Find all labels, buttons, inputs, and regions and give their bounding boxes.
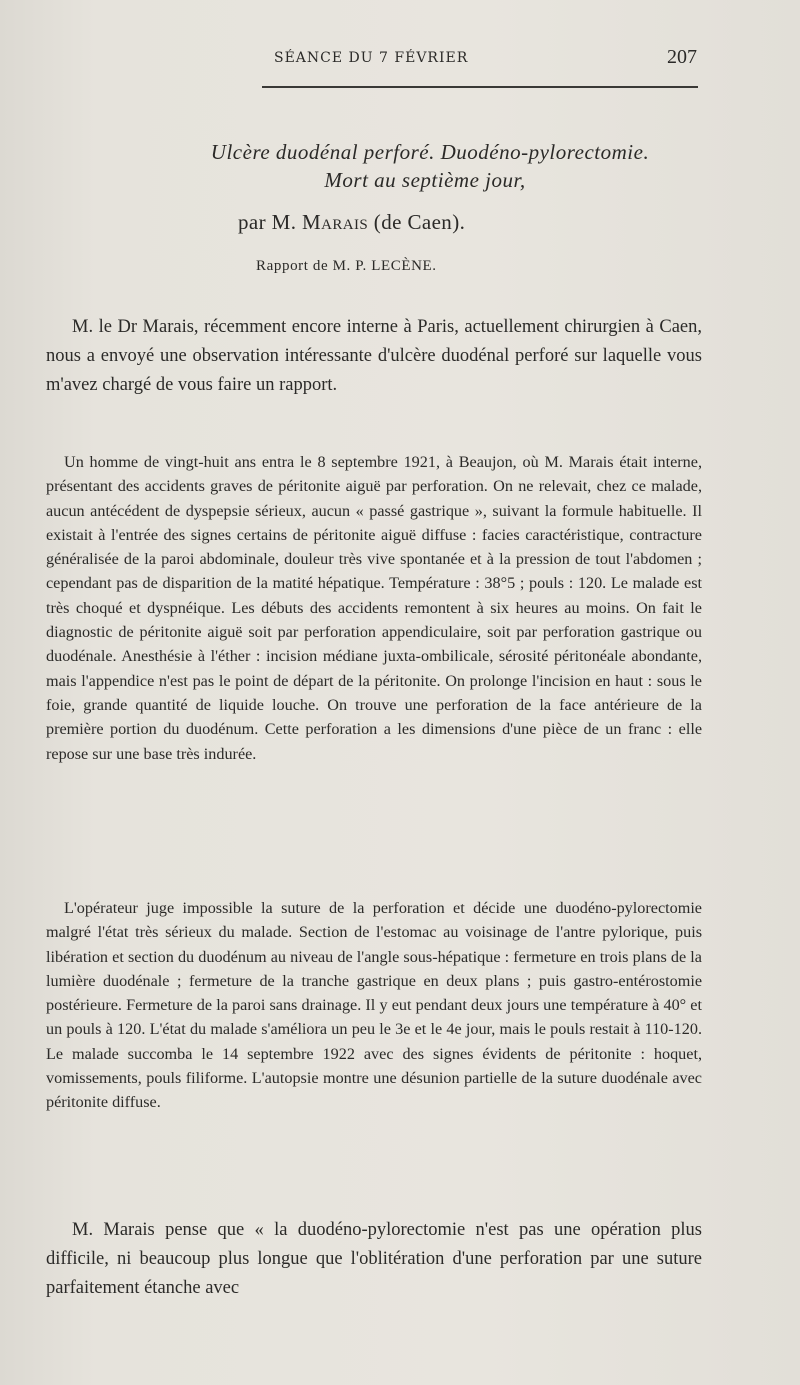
article-title-line-1: Ulcère duodénal perforé. Duodéno-pylorectomie. (210, 140, 650, 164)
running-head (0, 48, 800, 72)
article-title-line-2: Mort au septième jour, (324, 168, 526, 192)
author-name: Marais (302, 210, 369, 234)
byline-prefix: par M. (238, 210, 297, 234)
article-title (0, 138, 800, 194)
paragraph-operation: L'opérateur juge impossible la suture de la perforation et décide une duodéno-pylorectomie malgré l'état très sérieux du malade. Section de l'estomac au voisinage de l'antre pylorique, puis libération et section du duodénum au niveau de l'angle sous-hépatique : fermeture en trois plans de la lumière duodénale ; fermeture de la tranche gastrique en deux plans ; puis gastro-entérostomie postérieure. Fermeture de la paroi sans drainage. Il y eut pendant deux jours une température à 40° et un pouls à 120. L'état du malade s'améliora un peu le 3e et le 4e jour, mais le pouls restait à 110-120. Le malade succomba le 14 septembre 1922 avec des signes évidents de péritonite : hoquet, vomissements, pouls filiforme. L'autopsie montre une désunion partielle de la suture duodénale avec péritonite diffuse. (46, 899, 702, 1112)
paragraph-case-history: Un homme de vingt-huit ans entra le 8 septembre 1921, à Beaujon, où M. Marais était interne, présentant des accidents graves de péritonite aiguë par perforation. On ne relevait, chez ce malade, aucun antécédent de dyspepsie sérieux, aucun « passé gastrique », suivant la formule habituelle. Il existait à l'entrée des signes certains de péritonite aiguë diffuse : facies caractéristique, contracture généralisée de la paroi abdominale, douleur très vive spontanée et à la pression de tout l'abdomen ; cependant pas de disparition de la matité hépatique. Température : 38°5 ; pouls : 120. Le malade est très choqué et dyspnéique. Les débuts des accidents remontent à six heures au moins. On fait le diagnostic de péritonite aiguë soit par perforation appendiculaire, soit par perforation gastrique ou duodénale. Anesthésie à l'éther : incision médiane juxta-ombilicale, sérosité péritonéale abondante, mais l'appendice n'est pas le point de départ de la péritonite. On prolonge l'incision en haut : sous le foie, grande quantité de liquide louche. On trouve une perforation de la face antérieure de la première portion du duodénum. Cette perforation a les dimensions d'une pièce de un franc : elle repose sur une base très indurée. (46, 453, 702, 763)
running-title: SÉANCE DU 7 FÉVRIER (274, 50, 469, 66)
report-line: Rapport de M. P. LECÈNE. (256, 258, 437, 274)
byline-suffix: (de Caen). (373, 210, 466, 234)
page-number: 207 (667, 46, 697, 68)
header-rule (262, 86, 698, 88)
paragraph-intro: M. le Dr Marais, récemment encore interne à Paris, actuellement chirurgien à Caen, nous a envoyé une observation intéressante d'ulcère duodénal perforé sur laquelle vous m'avez chargé de vous faire un rapport. (46, 317, 702, 395)
paragraph-discussion: M. Marais pense que « la duodéno-pylorectomie n'est pas une opération plus difficile, ni beaucoup plus longue que l'oblitération d'une perforation par une suture parfaitement étanche avec (46, 1220, 702, 1298)
byline (238, 210, 465, 235)
